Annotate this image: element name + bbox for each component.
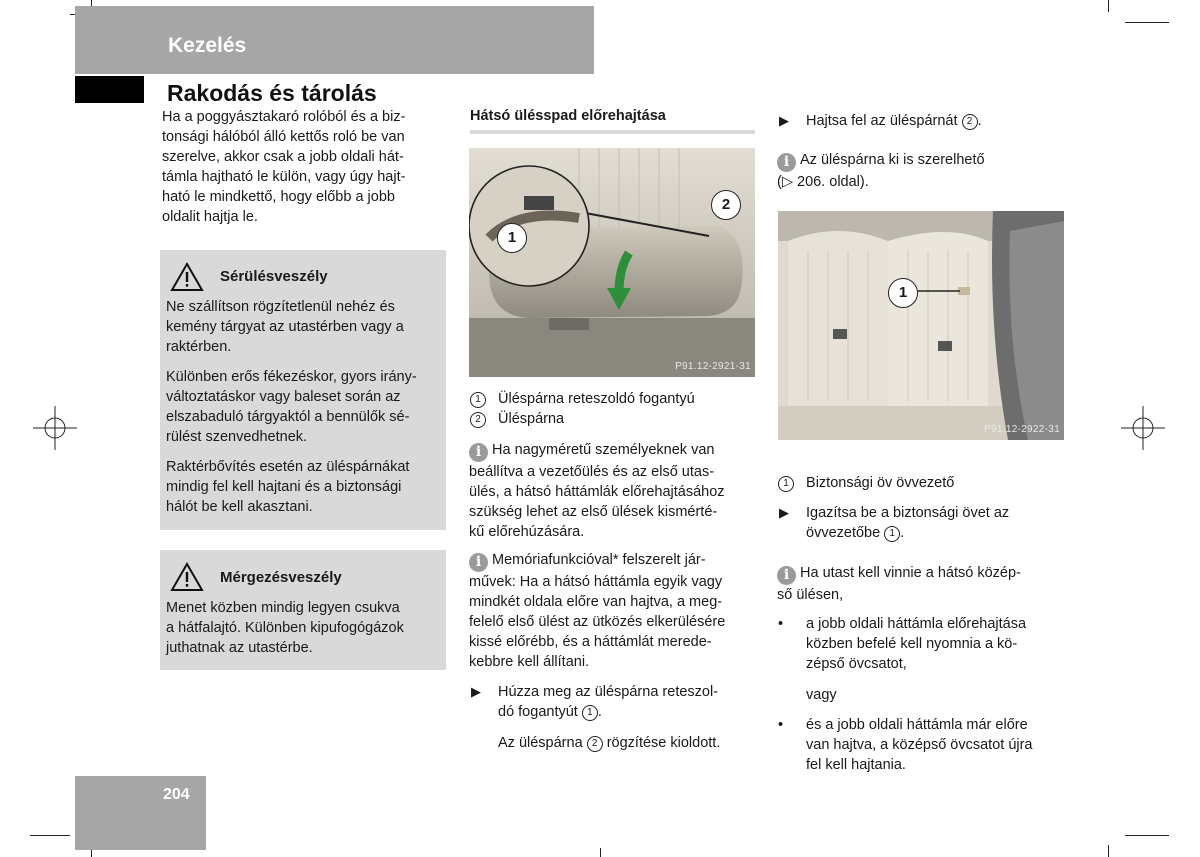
crop-mark bbox=[1108, 845, 1109, 857]
step-item: ▶ Hajtsa fel az üléspárnát 2 . bbox=[779, 113, 982, 129]
step-arrow-icon: ▶ bbox=[779, 113, 789, 128]
warning-triangle-icon bbox=[170, 562, 204, 592]
warning-text: Ne szállítson rögzítetlenül nehéz és kemény tárgyat az utastérben vagy a raktérben. Különben erős fékezéskor, gyors irány- változtatáskor vagy baleset során az elszabaduló tárgyaktól a bennülők sé- rülést szenvedhetnek. Raktérbővítés esetén az üléspárnákat mindig fel kell hajtani és a biztonsági hálót be kell akasztani. bbox=[166, 299, 417, 515]
step-item: ▶ Húzza meg az üléspárna reteszol- dó fogantyút 1 . bbox=[471, 684, 719, 720]
chapter-title: Kezelés bbox=[168, 34, 247, 57]
callout-number: 1 bbox=[778, 476, 794, 492]
subheading-rule bbox=[470, 130, 755, 134]
or-text: vagy bbox=[806, 687, 837, 703]
warning-title: Mérgezésveszély bbox=[220, 569, 342, 586]
seatbelt-guide-photo bbox=[778, 211, 1064, 440]
callout-1: 1 bbox=[497, 223, 527, 253]
step-arrow-icon: ▶ bbox=[471, 684, 481, 699]
info-icon: i bbox=[469, 443, 488, 462]
registration-mark-left bbox=[33, 406, 77, 450]
callout-number: 2 bbox=[470, 412, 486, 428]
legend-item bbox=[470, 389, 695, 409]
warning-box-injury bbox=[160, 250, 446, 530]
page-number: 204 bbox=[163, 786, 190, 803]
interior-illustration bbox=[778, 211, 1064, 440]
warning-triangle-icon bbox=[170, 262, 204, 292]
info-note: i Az üléspárna ki is szerelhető (▷ 206. oldal). bbox=[777, 152, 985, 190]
legend-text: Biztonsági öv övvezető bbox=[806, 475, 955, 491]
crop-mark bbox=[1125, 22, 1169, 23]
legend-text: Üléspárna bbox=[498, 411, 565, 427]
seat-illustration bbox=[469, 148, 755, 377]
info-note: i Ha nagyméretű személyeknek van beállítva a vezetőülés és az első utas- ülés, a hátsó háttámlák előrehajtásához szükség lehet az első ülések kismérté- kű előrehúzására. bbox=[469, 442, 725, 540]
bullet-item: • a jobb oldali háttámla előrehajtása közben befelé kell nyomnia a kö- zépső övcsatot, bbox=[778, 616, 1027, 672]
bullet-item: • és a jobb oldali háttámla már előre van hajtva, a középső övcsatot újra fel kell hajtania. bbox=[778, 717, 1033, 773]
callout-number: 1 bbox=[470, 392, 486, 408]
info-icon: i bbox=[469, 553, 488, 572]
crop-mark bbox=[600, 848, 601, 857]
legend-item bbox=[778, 473, 954, 493]
subheading: Hátsó ülésspad előrehajtása bbox=[470, 108, 666, 124]
registration-mark-right bbox=[1121, 406, 1165, 450]
crop-mark bbox=[1108, 0, 1109, 12]
section-title: Rakodás és tárolás bbox=[167, 80, 377, 106]
legend-text: Üléspárna reteszoldó fogantyú bbox=[498, 391, 695, 407]
image-code: P91.12-2921-31 bbox=[675, 361, 751, 372]
info-note: i Ha utast kell vinnie a hátsó közép- ső ülésen, bbox=[777, 565, 1021, 603]
section-marker bbox=[75, 76, 144, 103]
intro-paragraph: Ha a poggyásztakaró rolóból és a biz- tonsági hálóból álló kettős roló be van szerelve, akkor csak a jobb oldali hát- támla hajtható le külön, vagy úgy hajt- ható le mindkettő, hogy előbb a jobb oldalit hajtja le. bbox=[162, 109, 406, 225]
warning-text: Menet közben mindig legyen csukva a hátfalajtó. Különben kipufogógázok juthatnak az utastérbe. bbox=[166, 600, 404, 656]
info-icon: i bbox=[777, 153, 796, 172]
crop-mark bbox=[1125, 835, 1169, 836]
legend-item bbox=[470, 409, 564, 429]
image-code: P91.12-2922-31 bbox=[984, 424, 1060, 435]
step-item: ▶ Igazítsa be a biztonsági övet az övvezetőbe 1 . bbox=[779, 505, 1010, 541]
warning-box-poisoning bbox=[160, 550, 446, 670]
callout-2: 2 bbox=[711, 190, 741, 220]
step-arrow-icon: ▶ bbox=[779, 505, 789, 520]
warning-title: Sérülésveszély bbox=[220, 268, 328, 285]
callout-1: 1 bbox=[888, 278, 918, 308]
bullet-dot: • bbox=[778, 717, 784, 733]
info-icon: i bbox=[777, 566, 796, 585]
result-text: Az üléspárna 2 rögzítése kioldott. bbox=[498, 735, 721, 751]
crop-mark bbox=[30, 835, 70, 836]
chapter-header-band bbox=[75, 6, 594, 74]
seat-cushion-photo bbox=[469, 148, 755, 377]
info-note: i Memóriafunkcióval* felszerelt jár- művek: Ha a hátsó háttámla egyik vagy mindkét oldala előre van hajtva, a meg- felelő első ülést az ütközés elkerülésére kissé előrébb, és a háttámlát merede- kebbre kell állítani. bbox=[469, 552, 726, 670]
bullet-dot: • bbox=[778, 616, 784, 632]
